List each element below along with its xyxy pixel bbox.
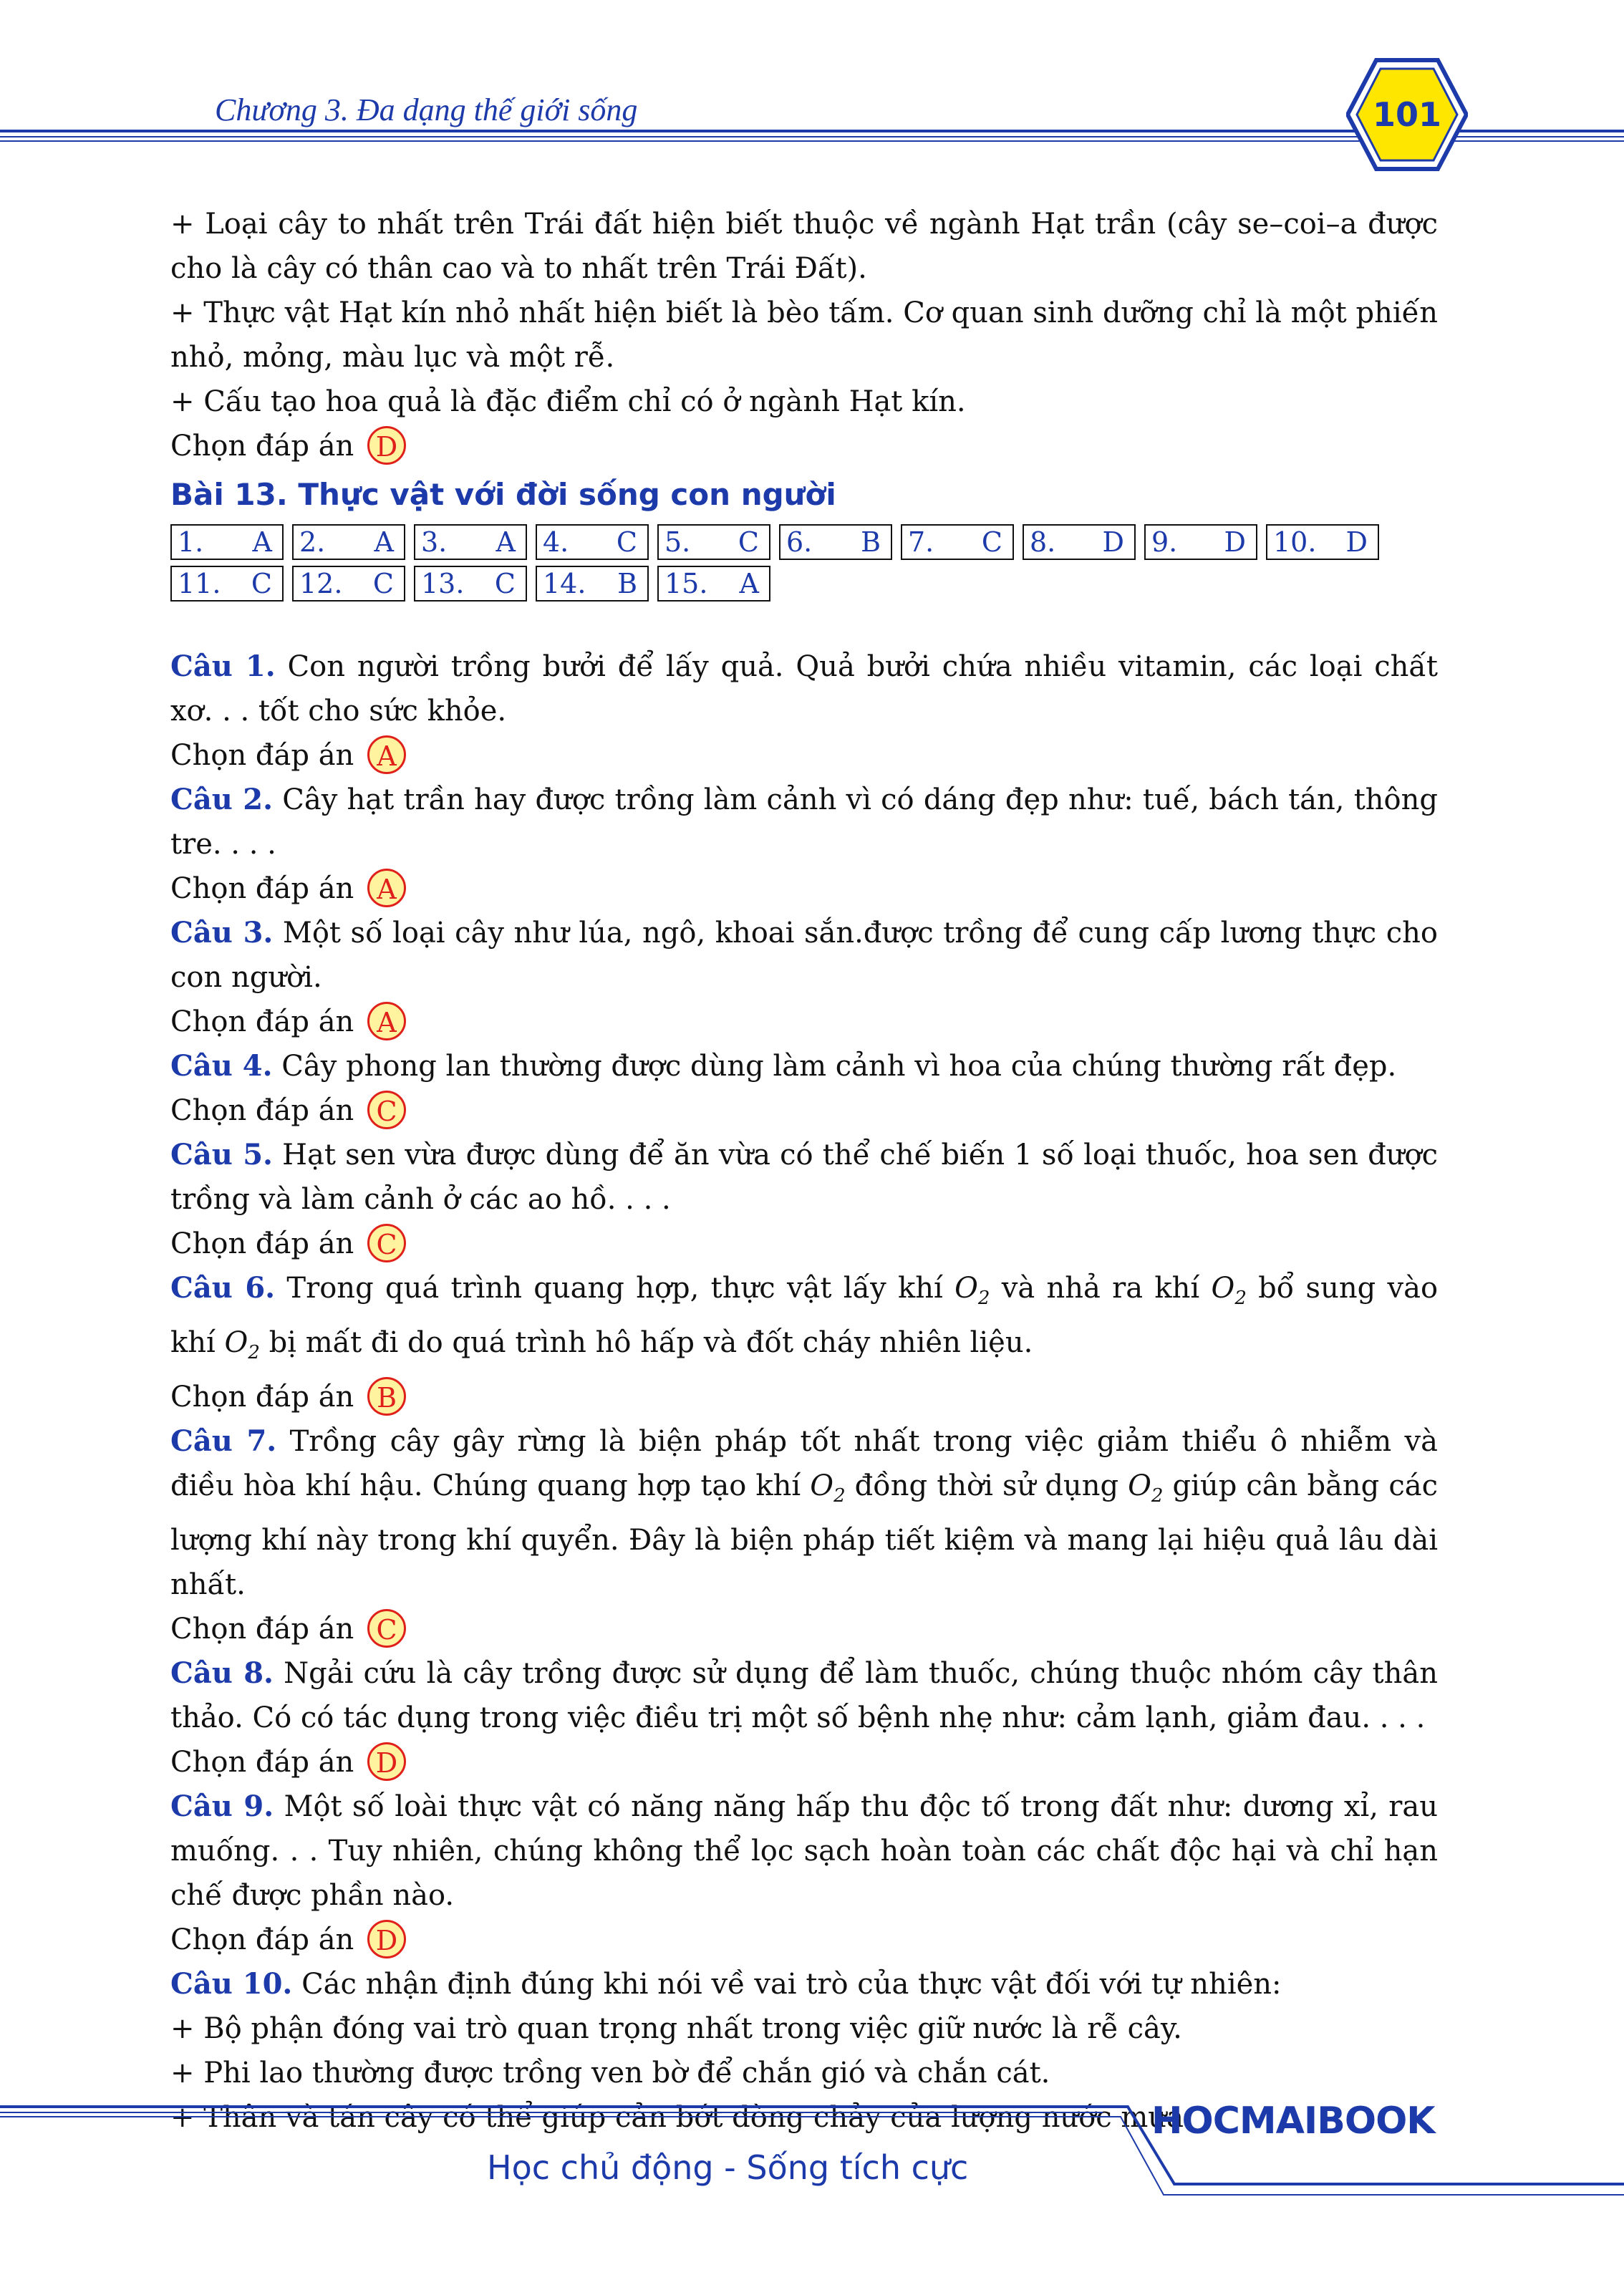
answer-cell-letter: D (1102, 526, 1124, 558)
question-text-part: đồng thời sử dụng (845, 1469, 1128, 1502)
answer-cell-letter: D (1224, 526, 1246, 558)
answer-cell-letter: C (616, 526, 637, 558)
oxygen-formula (1211, 1272, 1247, 1309)
answer-cell-number: 14. (543, 568, 586, 599)
question-text-part: Trồng cây gây rừng là biện pháp tốt nhất trong việc giảm thiểu ô nhiễm và điều hòa khí hậu. Chúng quang hợp tạo khí (170, 1425, 1439, 1502)
answer-badge: A (367, 735, 406, 774)
answer-cell-number: 4. (543, 526, 569, 558)
question-label: Câu 5. (170, 1138, 273, 1172)
answer-cell (1266, 524, 1379, 560)
answer-badge: B (367, 1377, 406, 1416)
answer-cell (657, 566, 770, 602)
answer-cell (292, 566, 405, 602)
answer-cell-letter: C (372, 568, 394, 599)
intro-line: + Loại cây to nhất trên Trái đất hiện biết thuộc về ngành Hạt trần (cây se–coi–a được cho là cây có thân cao và to nhất trên Trái Đất). (170, 208, 1438, 285)
oxygen-formula (1128, 1469, 1164, 1507)
answer-cell-letter: C (494, 568, 516, 599)
choose-answer-line (170, 1375, 1438, 1419)
choose-answer-line (170, 1088, 1438, 1133)
q10-statement: + Phi lao thường được trồng ven bờ để chắn gió và chắn cát. (170, 2057, 1050, 2090)
question-label: Câu 1. (170, 649, 276, 683)
oxygen-formula (810, 1469, 846, 1507)
answer-cell (414, 566, 527, 602)
question-text (170, 1651, 1438, 1740)
choose-label: Chọn đáp án (170, 1005, 354, 1038)
oxygen-formula (954, 1272, 990, 1309)
answer-cell-letter: D (1345, 526, 1368, 558)
formula-letter: O (1211, 1272, 1235, 1305)
choose-answer-line (170, 733, 1438, 778)
formula-subscript: 2 (1234, 1288, 1247, 1309)
q10-statement: + Bộ phận đóng vai trò quan trọng nhất trong việc giữ nước là rễ cây. (170, 2012, 1182, 2045)
answer-cell (414, 524, 527, 560)
choose-answer-line (170, 1918, 1438, 1962)
answer-cell (1023, 524, 1136, 560)
question-text (170, 911, 1438, 1000)
answer-badge: C (367, 1224, 406, 1262)
page-content (170, 202, 1438, 2140)
question-text (170, 778, 1438, 866)
answer-cell (657, 524, 770, 560)
choose-answer-line (170, 1000, 1438, 1044)
choose-answer-line (170, 1222, 1438, 1266)
question-text (170, 1266, 1438, 1375)
answer-cell-number: 9. (1151, 526, 1178, 558)
question-body: Một số loài thực vật có năng năng hấp thu độc tố trong đất như: dương xỉ, rau muống. . . Tuy nhiên, chúng không thể lọc sạch hoàn toàn các chất độc hại và chỉ hạn chế được phần nào. (170, 1790, 1439, 1912)
choose-label: Chọn đáp án (170, 1613, 354, 1646)
choose-label: Chọn đáp án (170, 1923, 354, 1956)
formula-letter: O (954, 1272, 978, 1305)
footer-slogan: Học chủ động - Sống tích cực (487, 2148, 969, 2187)
question-text (170, 1133, 1438, 1222)
question-label: Câu 9. (170, 1789, 274, 1823)
question-body: Ngải cứu là cây trồng được sử dụng để làm thuốc, chúng thuộc nhóm cây thân thảo. Có có tác dụng trong việc điều trị một số bệnh nhẹ như: cảm lạnh, giảm đau. . . . (170, 1657, 1439, 1734)
question-text (170, 1784, 1438, 1918)
formula-letter: O (224, 1326, 248, 1359)
answer-cell (536, 524, 649, 560)
answer-cell-letter: A (374, 526, 394, 558)
answer-cell-number: 15. (664, 568, 708, 599)
answer-cell (779, 524, 892, 560)
answer-cell-letter: C (251, 568, 272, 599)
question-label: Câu 4. (170, 1049, 273, 1083)
chapter-title: Chương 3. Đa dạng thế giới sống (215, 92, 638, 127)
answer-cell (536, 566, 649, 602)
intro-line: + Thực vật Hạt kín nhỏ nhất hiện biết là bèo tấm. Cơ quan sinh dưỡng chỉ là một phiến nhỏ, mỏng, màu lục và một rễ. (170, 296, 1438, 374)
answer-cell-number: 6. (786, 526, 813, 558)
answer-table (170, 524, 1438, 602)
answer-cell-letter: A (739, 568, 759, 599)
answer-cell-number: 10. (1273, 526, 1317, 558)
answer-cell (1144, 524, 1257, 560)
question-text (170, 1419, 1438, 1607)
answer-cell-number: 1. (178, 526, 204, 558)
answer-cell (292, 524, 405, 560)
formula-letter: O (1128, 1469, 1151, 1502)
choose-answer-line (170, 1740, 1438, 1784)
question-text (170, 1962, 1438, 2006)
question-text (170, 644, 1438, 733)
question-body: Con người trồng bưởi để lấy quả. Quả bưởi chứa nhiều vitamin, các loại chất xơ. . . tốt cho sức khỏe. (170, 650, 1438, 728)
question-text-part: giúp cân bằng các lượng khí này trong khí quyển. Đây là biện pháp tiết kiệm và mang lại hiệu quả lâu dài nhất. (170, 1469, 1438, 1601)
answer-badge: D (367, 1742, 406, 1781)
choose-label: Chọn đáp án (170, 1381, 354, 1414)
answer-cell-letter: C (738, 526, 759, 558)
question-label: Câu 6. (170, 1271, 276, 1305)
answer-cell-letter: A (252, 526, 272, 558)
question-body: Hạt sen vừa được dùng để ăn vừa có thể chế biến 1 số loại thuốc, hoa sen được trồng và làm cảnh ở các ao hồ. . . . (170, 1139, 1438, 1216)
answer-badge: A (367, 1002, 406, 1040)
choose-label: Chọn đáp án (170, 1094, 354, 1127)
question-text (170, 1044, 1438, 1088)
answer-cell-letter: C (981, 526, 1002, 558)
answer-cell-number: 2. (299, 526, 326, 558)
oxygen-formula (224, 1326, 260, 1363)
answer-badge: A (367, 869, 406, 907)
question-body: Các nhận định đúng khi nói về vai trò của thực vật đối với tự nhiên: (301, 1968, 1282, 2001)
page-number: 101 (1372, 95, 1442, 134)
choose-label: Chọn đáp án (170, 739, 354, 772)
choose-label: Chọn đáp án (170, 1227, 354, 1260)
answer-cell-number: 5. (664, 526, 691, 558)
answer-cell (901, 524, 1014, 560)
formula-letter: O (810, 1469, 834, 1502)
answer-badge: D (367, 1920, 406, 1958)
question-body: Cây phong lan thường được dùng làm cảnh vì hoa của chúng thường rất đẹp. (281, 1050, 1397, 1083)
answer-cell-letter: B (617, 568, 637, 599)
answer-cell-number: 13. (421, 568, 465, 599)
answer-cell-number: 11. (178, 568, 221, 599)
question-text-part: bổ sung vào khí (170, 1272, 1439, 1359)
answer-badge: D (367, 426, 406, 465)
answer-cell (170, 566, 284, 602)
answer-cell-number: 7. (908, 526, 934, 558)
question-label: Câu 8. (170, 1656, 274, 1690)
lesson-title: Bài 13. Thực vật với đời sống con người (170, 477, 836, 512)
answer-cell-number: 3. (421, 526, 448, 558)
answer-cell-number: 8. (1030, 526, 1056, 558)
choose-label: Chọn đáp án (170, 872, 354, 905)
choose-label: Chọn đáp án (170, 1746, 354, 1779)
formula-subscript: 2 (977, 1288, 990, 1309)
question-text-part: bị mất đi do quá trình hô hấp và đốt cháy nhiên liệu. (259, 1326, 1033, 1359)
choose-answer-line (170, 424, 1438, 468)
question-body: Một số loại cây như lúa, ngô, khoai sắn.được trồng để cung cấp lương thực cho con người. (170, 917, 1438, 994)
choose-answer-line (170, 1607, 1438, 1651)
answer-badge: C (367, 1609, 406, 1648)
formula-subscript: 2 (1151, 1485, 1164, 1507)
answer-cell-letter: A (496, 526, 516, 558)
formula-subscript: 2 (248, 1342, 260, 1363)
intro-line: + Cấu tạo hoa quả là đặc điểm chỉ có ở ngành Hạt kín. (170, 385, 966, 418)
question-label: Câu 10. (170, 1967, 293, 2001)
question-body: Cây hạt trần hay được trồng làm cảnh vì có dáng đẹp như: tuế, bách tán, thông tre. . . . (170, 783, 1438, 861)
question-label: Câu 7. (170, 1424, 277, 1458)
answer-badge: C (367, 1091, 406, 1129)
question-text-part: Trong quá trình quang hợp, thực vật lấy khí (286, 1272, 955, 1305)
choose-label: Chọn đáp án (170, 430, 354, 463)
answer-cell-letter: B (861, 526, 881, 558)
formula-subscript: 2 (833, 1485, 846, 1507)
hocmaibook-logo: HOCMAIBOOK (1151, 2100, 1435, 2143)
question-text-part: và nhả ra khí (990, 1272, 1212, 1305)
choose-answer-line (170, 866, 1438, 911)
question-label: Câu 3. (170, 916, 274, 950)
answer-cell-number: 12. (299, 568, 343, 599)
q10-statement: + Thân và tán cây có thể giúp cản bớt dòng chảy của lượng nước mưa. (170, 2101, 1193, 2134)
question-list (170, 644, 1438, 2140)
question-label: Câu 2. (170, 783, 274, 816)
answer-cell (170, 524, 284, 560)
